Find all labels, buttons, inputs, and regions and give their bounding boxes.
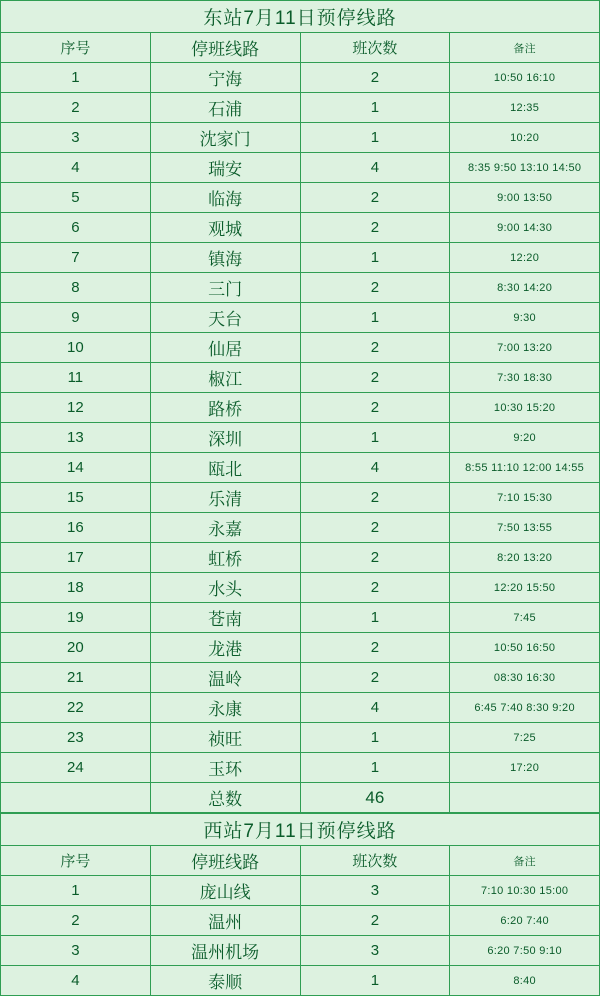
row-line: 瑞安 (150, 153, 300, 183)
row-note: 17:20 (450, 753, 600, 783)
table-row (1, 363, 600, 393)
total-note (450, 783, 600, 813)
row-index: 5 (1, 183, 151, 213)
row-index: 19 (1, 603, 151, 633)
row-index: 17 (1, 543, 151, 573)
row-line: 龙港 (150, 633, 300, 663)
table-row (1, 966, 600, 996)
table-row (1, 303, 600, 333)
row-note: 7:45 (450, 603, 600, 633)
table-row (1, 936, 600, 966)
east-header-note: 备注 (450, 33, 600, 63)
row-note: 7:10 15:30 (450, 483, 600, 513)
east-title-row (1, 1, 600, 33)
row-note: 10:50 16:10 (450, 63, 600, 93)
table-row (1, 513, 600, 543)
row-line: 宁海 (150, 63, 300, 93)
table-row (1, 753, 600, 783)
east-total-row (1, 783, 600, 813)
table-row (1, 876, 600, 906)
table-row (1, 393, 600, 423)
row-count: 3 (300, 876, 450, 906)
row-note: 10:20 (450, 123, 600, 153)
row-note: 12:20 (450, 243, 600, 273)
row-note: 8:40 (450, 966, 600, 996)
table-row (1, 153, 600, 183)
row-index: 18 (1, 573, 151, 603)
row-count: 1 (300, 93, 450, 123)
west-table-title: 西站7月11日预停线路 (1, 814, 600, 846)
row-count: 1 (300, 603, 450, 633)
east-table-title: 东站7月11日预停线路 (1, 1, 600, 33)
row-index: 1 (1, 876, 151, 906)
east-header-count: 班次数 (300, 33, 450, 63)
west-title-row (1, 814, 600, 846)
row-index: 9 (1, 303, 151, 333)
row-index: 3 (1, 123, 151, 153)
row-index: 13 (1, 423, 151, 453)
row-line: 水头 (150, 573, 300, 603)
row-index: 4 (1, 153, 151, 183)
west-header-row (1, 846, 600, 876)
row-index: 7 (1, 243, 151, 273)
row-count: 2 (300, 273, 450, 303)
row-line: 沈家门 (150, 123, 300, 153)
table-row (1, 93, 600, 123)
row-note: 7:10 10:30 15:00 (450, 876, 600, 906)
row-index: 15 (1, 483, 151, 513)
row-count: 1 (300, 123, 450, 153)
row-note: 12:35 (450, 93, 600, 123)
total-label: 总数 (150, 783, 300, 813)
table-row (1, 906, 600, 936)
table-row (1, 693, 600, 723)
row-line: 临海 (150, 183, 300, 213)
table-row (1, 573, 600, 603)
west-header-count: 班次数 (300, 846, 450, 876)
table-row (1, 633, 600, 663)
table-row (1, 663, 600, 693)
row-index: 4 (1, 966, 151, 996)
row-note: 10:50 16:50 (450, 633, 600, 663)
table-row (1, 243, 600, 273)
row-index: 14 (1, 453, 151, 483)
row-count: 1 (300, 243, 450, 273)
west-header-index: 序号 (1, 846, 151, 876)
row-line: 镇海 (150, 243, 300, 273)
row-index: 23 (1, 723, 151, 753)
row-index: 11 (1, 363, 151, 393)
west-header-line: 停班线路 (150, 846, 300, 876)
row-line: 温州 (150, 906, 300, 936)
row-count: 2 (300, 663, 450, 693)
east-header-row (1, 33, 600, 63)
row-index: 20 (1, 633, 151, 663)
row-count: 4 (300, 153, 450, 183)
row-note: 6:20 7:40 (450, 906, 600, 936)
row-count: 2 (300, 513, 450, 543)
row-line: 石浦 (150, 93, 300, 123)
row-line: 庞山线 (150, 876, 300, 906)
row-note: 9:20 (450, 423, 600, 453)
row-count: 2 (300, 633, 450, 663)
row-index: 10 (1, 333, 151, 363)
row-note: 6:20 7:50 9:10 (450, 936, 600, 966)
row-line: 温岭 (150, 663, 300, 693)
row-line: 三门 (150, 273, 300, 303)
row-index: 16 (1, 513, 151, 543)
table-row (1, 483, 600, 513)
table-row (1, 543, 600, 573)
west-header-note: 备注 (450, 846, 600, 876)
row-count: 2 (300, 906, 450, 936)
row-index: 2 (1, 93, 151, 123)
row-index: 1 (1, 63, 151, 93)
row-index: 24 (1, 753, 151, 783)
row-line: 仙居 (150, 333, 300, 363)
row-index: 8 (1, 273, 151, 303)
row-count: 2 (300, 363, 450, 393)
row-count: 2 (300, 183, 450, 213)
row-note: 8:20 13:20 (450, 543, 600, 573)
east-header-index: 序号 (1, 33, 151, 63)
table-row (1, 123, 600, 153)
row-index: 22 (1, 693, 151, 723)
table-row (1, 273, 600, 303)
row-count: 1 (300, 723, 450, 753)
table-row (1, 423, 600, 453)
total-empty-cell (1, 783, 151, 813)
row-line: 路桥 (150, 393, 300, 423)
row-line: 瓯北 (150, 453, 300, 483)
row-note: 7:25 (450, 723, 600, 753)
row-count: 2 (300, 573, 450, 603)
row-line: 祯旺 (150, 723, 300, 753)
row-note: 9:00 14:30 (450, 213, 600, 243)
row-note: 8:55 11:10 12:00 14:55 (450, 453, 600, 483)
row-index: 6 (1, 213, 151, 243)
row-line: 天台 (150, 303, 300, 333)
east-header-line: 停班线路 (150, 33, 300, 63)
row-count: 2 (300, 213, 450, 243)
total-value: 46 (300, 783, 450, 813)
table-row (1, 453, 600, 483)
row-count: 1 (300, 303, 450, 333)
row-line: 椒江 (150, 363, 300, 393)
table-row (1, 63, 600, 93)
row-note: 9:00 13:50 (450, 183, 600, 213)
row-line: 观城 (150, 213, 300, 243)
row-line: 泰顺 (150, 966, 300, 996)
west-station-table (0, 813, 600, 996)
row-count: 2 (300, 333, 450, 363)
row-count: 1 (300, 966, 450, 996)
row-note: 08:30 16:30 (450, 663, 600, 693)
row-note: 7:50 13:55 (450, 513, 600, 543)
row-index: 21 (1, 663, 151, 693)
row-line: 温州机场 (150, 936, 300, 966)
row-line: 深圳 (150, 423, 300, 453)
row-count: 2 (300, 543, 450, 573)
table-row (1, 183, 600, 213)
row-index: 3 (1, 936, 151, 966)
row-line: 永康 (150, 693, 300, 723)
row-note: 6:45 7:40 8:30 9:20 (450, 693, 600, 723)
row-count: 2 (300, 63, 450, 93)
row-line: 苍南 (150, 603, 300, 633)
table-row (1, 213, 600, 243)
row-count: 1 (300, 423, 450, 453)
table-row (1, 333, 600, 363)
row-count: 4 (300, 693, 450, 723)
row-line: 玉环 (150, 753, 300, 783)
row-count: 4 (300, 453, 450, 483)
row-note: 8:35 9:50 13:10 14:50 (450, 153, 600, 183)
row-line: 永嘉 (150, 513, 300, 543)
row-count: 3 (300, 936, 450, 966)
row-count: 1 (300, 753, 450, 783)
table-row (1, 723, 600, 753)
row-note: 7:30 18:30 (450, 363, 600, 393)
row-note: 8:30 14:20 (450, 273, 600, 303)
row-note: 7:00 13:20 (450, 333, 600, 363)
row-line: 乐清 (150, 483, 300, 513)
row-note: 9:30 (450, 303, 600, 333)
row-count: 2 (300, 483, 450, 513)
row-note: 12:20 15:50 (450, 573, 600, 603)
row-count: 2 (300, 393, 450, 423)
row-index: 12 (1, 393, 151, 423)
table-row (1, 603, 600, 633)
row-line: 虹桥 (150, 543, 300, 573)
row-index: 2 (1, 906, 151, 936)
row-note: 10:30 15:20 (450, 393, 600, 423)
